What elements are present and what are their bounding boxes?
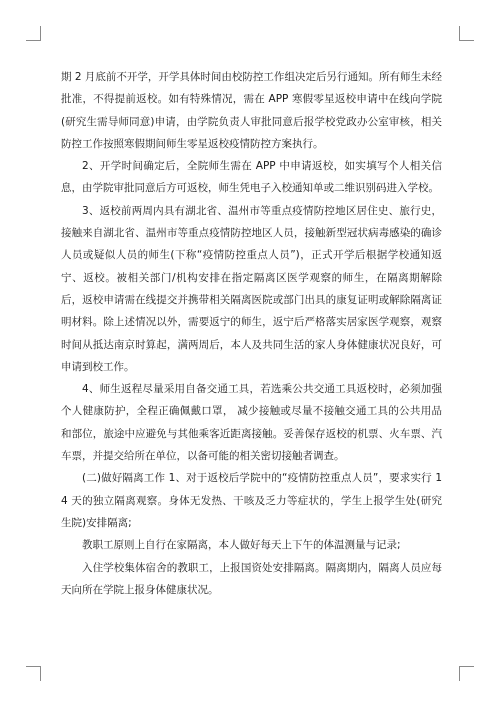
paragraph-item-2: 2、开学时间确定后，全院师生需在 APP 中申请返校，如实填写个人相关信息，由学院审批同意后方可返校，师生凭电子入校通知单或二维识别码进入学校。 <box>61 160 442 195</box>
crop-mark-bottom-right <box>459 666 474 681</box>
paragraph-item-4: 4、师生返程尽量采用自备交通工具，若选乘公共交通工具返校时，必须加强个人健康防护，全程正确佩戴口罩， 减少接触或尽量不接触交通工具的公共用品和部位，旅途中应避免与其他乘客近距离接触。妥善保存返校的机票、火车票、汽车票，并提交给所在单位，以备可能的相关密切接触者调查。 <box>61 383 442 463</box>
paragraph-item-3: 3、返校前两周内具有湖北省、温州市等重点疫情防控地区居住史、旅行史，接触来自湖北省、温州市等重点疫情防控地区人员，接触新型冠状病毒感染的确诊人员或疑似人员的师生(下称“疫情防控重点人员”)，正式开学后根据学校通知返宁、返校。被相关部门/机构安排在指定隔离区医学观察的师生，在隔离期解除后，返校申请需在线提交并携带相关隔离医院或部门出具的康复证明或解除隔离证明材料。除上述情况以外，需要返宁的师生，返宁后严格落实居家医学观察，观察时间从抵达南京时算起，满两周后，本人及共同生活的家人身体健康状况良好，可申请到校工作。 <box>61 204 442 373</box>
crop-mark-bottom-left <box>26 666 41 681</box>
paragraph-staff-home: 教职工原则上自行在家隔离，本人做好每天上下午的体温测量与记录; <box>82 539 401 552</box>
paragraph-section-2: (二)做好隔离工作 1、对于返校后学院中的“疫情防控重点人员”，要求实行 14 天的独立隔离观察。身体无发热、干咳及乏力等症状的，学生上报学生处(研究生院)安排隔离; <box>61 472 442 529</box>
paragraph-continuation: 期 2 月底前不开学，开学具体时间由校防控工作组决定后另行通知。所有师生未经批准，不得提前返校。如有特殊情况，需在 APP 寒假零星返校申请中在线向学院(研究生需导师同意)申请，由学院负责人审批同意后报学校党政办公室审核，相关防控工作按照寒假期间师生零星返校疫情防控方案执行。 <box>61 71 442 150</box>
document-body <box>61 66 442 601</box>
crop-mark-top-right <box>459 26 474 41</box>
paragraph-dorm-staff: 入住学校集体宿舍的教职工，上报国资处安排隔离。隔离期内，隔离人员应每天向所在学院上报身体健康状况。 <box>61 561 442 596</box>
crop-mark-top-left <box>26 26 41 41</box>
